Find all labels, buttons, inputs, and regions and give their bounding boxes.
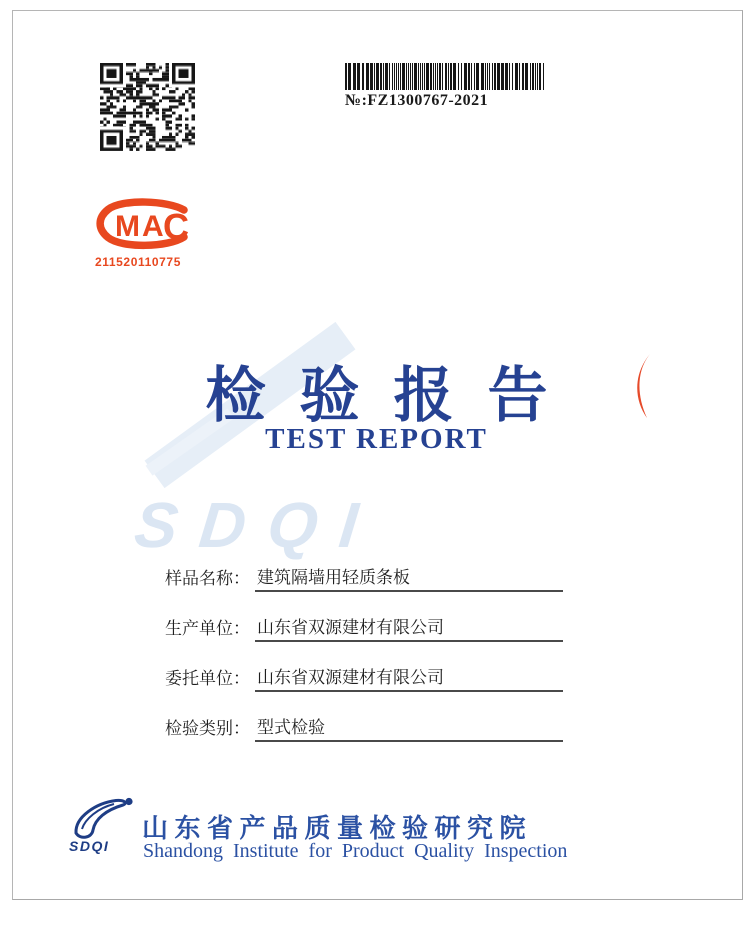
field-label: 样品名称： [165,569,250,588]
svg-text:A: A [142,210,164,243]
field-row-sample-name [165,542,563,592]
barcode-icon [345,63,553,90]
field-row-manufacturer [165,592,563,642]
field-row-inspection-type [165,692,563,742]
cma-license-number: 211520110775 [95,255,181,269]
report-title-zh: 检验报告 [205,362,582,429]
org-name-zh: 山东省产品质量检验研究院 [142,813,533,843]
watermark-text: SDQI [131,489,384,561]
field-value: 型式检验 [255,713,563,742]
report-fields [165,542,563,742]
svg-text:M: M [115,210,140,243]
qr-code-icon [100,63,195,151]
field-row-client [165,642,563,692]
cma-mark-icon [96,197,198,256]
sdqi-logo-icon [66,795,136,860]
report-number-block [345,63,553,110]
report-title-en: TEST REPORT [265,423,488,455]
red-seal-mark-icon [632,352,654,422]
qr-code-canvas [100,63,195,151]
org-name-en: Shandong Institute for Product Quality Inspection [143,840,568,862]
field-label: 检验类别： [165,719,250,738]
sdqi-logo-text: SDQI [69,838,110,854]
field-value: 建筑隔墙用轻质条板 [255,563,563,592]
field-value: 山东省双源建材有限公司 [255,613,563,642]
field-label: 委托单位： [165,669,250,688]
field-value: 山东省双源建材有限公司 [255,663,563,692]
report-number: №:FZ1300767-2021 [345,92,489,109]
svg-text:C: C [163,206,189,247]
field-label: 生产单位： [165,619,250,638]
